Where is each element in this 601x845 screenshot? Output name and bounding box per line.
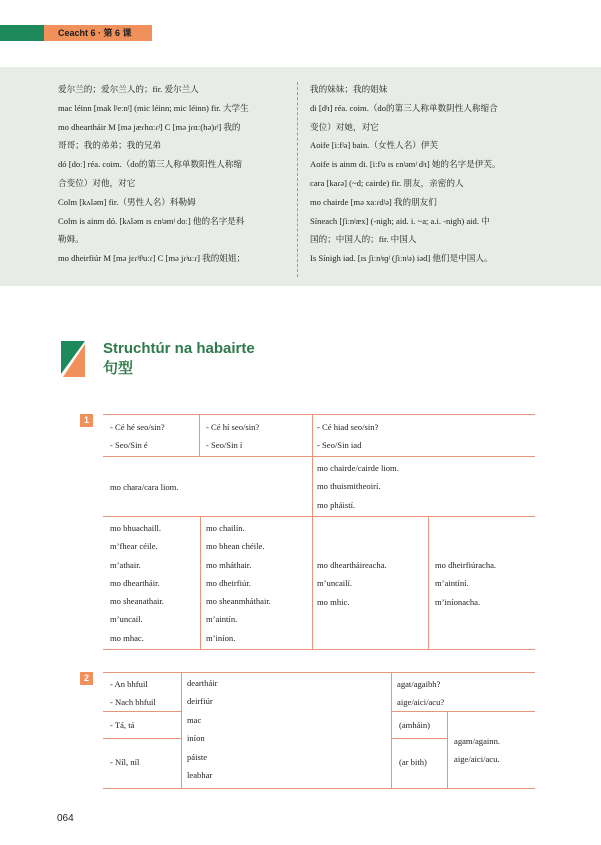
amhain-qualifier: (amháin) (399, 720, 431, 730)
vocab-line: Colm [kʌləm] fir.（男性人名）科勒姆 (58, 196, 196, 207)
vocab-line: Is Sínigh iad. [ɪs ʃiːnʲɪɡʲ (ʃiːnʲə) iəd] 他们是中国人。 (310, 253, 493, 264)
male-relatives: mo bhuachaill. m’fhear céile. m’athair. mo dheartháir. mo sheanathair. m’uncail. mo mhac. (110, 523, 164, 643)
vocab-line: mo dheirfiúr M [mə jɛɾʲfʲuːɾ] C [mə jɾʲuːɾ] 我的姐姐； (58, 253, 246, 264)
table-2-badge: 2 (80, 672, 93, 685)
vocabulary-box (0, 67, 601, 286)
question-forms: - An bhfuil - Nach bhfuil (110, 679, 156, 708)
sentence-table-2 (103, 672, 535, 789)
vocab-line: 合变位）对他，对它 (58, 177, 136, 188)
vocab-line: cara [kaɾə] (~d; cairde) fir. 朋友，亲密的人 (310, 177, 464, 188)
vocab-line: 变位）对她，对它 (310, 121, 379, 132)
section-subtitle: 句型 (103, 359, 134, 377)
question-feminine: - Cé hí seo/sin? - Seo/Sin í (206, 422, 260, 451)
header-green-bar (0, 25, 44, 41)
section-title: Struchtúr na habairte (103, 340, 255, 357)
ar-bith-qualifier: (ar bith) (399, 757, 427, 767)
section-icon (61, 341, 85, 377)
friends-plural: mo chairde/cairde liom. mo thuismitheoirí. mo pháistí. (317, 463, 399, 510)
vocab-column-left (58, 80, 286, 268)
vocab-column-right (310, 80, 542, 268)
vocab-line: dó [doː] réa. coim.（do的第三人称单数阳性人称缩 (58, 159, 243, 170)
vocab-line: Aoife is ainm di. [iːfʲə ɪs ɛnʲəmʲ dʲɪ] 她的名字是伊芙。 (310, 159, 501, 170)
vocab-line: 国的；中国人的；fir. 中国人 (310, 234, 417, 245)
vocab-line: 爱尔兰的；爱尔兰人的；fir. 爱尔兰人 (58, 84, 199, 94)
vocab-line: Aoife [iːfʲə] bain.（女性人名）伊芙 (310, 140, 439, 151)
vocab-line: mo dheartháir M [mə jæɾhɑːɾʲ] C [mə jɾɑː(hə)ɾʲ] 我的 (58, 121, 241, 132)
vocab-line: 勒姆。 (58, 234, 84, 245)
table-1-badge: 1 (80, 414, 93, 427)
vocab-line: mo chairde [mə xaːɾdʲə] 我的朋友们 (310, 196, 437, 207)
male-relatives-plural: mo dheartháireacha. m’uncailí. mo mhic. (317, 560, 387, 607)
vocab-line: Colm is ainm dó. [kʌləm ɪs ɛnʲəmʲ doː] 他的名字是科 (58, 215, 245, 226)
vocab-line: 哥哥；我的弟弟；我的兄弟 (58, 140, 162, 151)
question-masculine: - Cé hé seo/sin? - Seo/Sin é (110, 422, 165, 451)
lesson-header-label: Ceacht 6 · 第 6 课 (44, 25, 152, 41)
nouns-siblings: deartháir deirfiúr (187, 678, 218, 707)
female-relatives-plural: mo dheirfiúracha. m’aintíní. m’iníonacha. (435, 560, 497, 607)
nouns-others: mac iníon páiste leabhar (187, 715, 213, 780)
answer-positive: - Tá, tá (110, 720, 135, 730)
vocab-line: di [dʲɪ] réa. coim.（do的第三人称单数阴性人称缩合 (310, 102, 498, 113)
answer-negative: - Níl, níl (110, 757, 140, 767)
vocab-line: Síneach [ʃiːnʲæx] (-nigh; aid. i. ~a; a.i. -nigh) aid. 中 (310, 215, 490, 226)
page-number: 064 (57, 813, 74, 824)
vocab-divider (297, 82, 298, 277)
possessive-answer: agam/againn. aige/aici/acu. (454, 736, 501, 765)
possessive-question: agat/agaibh? aige/aici/acu? (397, 679, 445, 708)
female-relatives: mo chailín. mo bhean chéile. mo mháthair. mo dheirfiúr. mo sheanmháthair. m’aintín. m’iníon. (206, 523, 271, 643)
sentence-table-1 (103, 414, 535, 650)
vocab-line: mac léinn [mak lʲeːnʲ] (mic léinn; mic léinn) fir. 大学生 (58, 102, 249, 113)
friend-singular: mo chara/cara liom. (110, 482, 179, 492)
vocab-line: 我的妹妹；我的姐妹 (310, 84, 388, 94)
question-plural: - Cé hiad seo/sin? - Seo/Sin iad (317, 422, 379, 451)
